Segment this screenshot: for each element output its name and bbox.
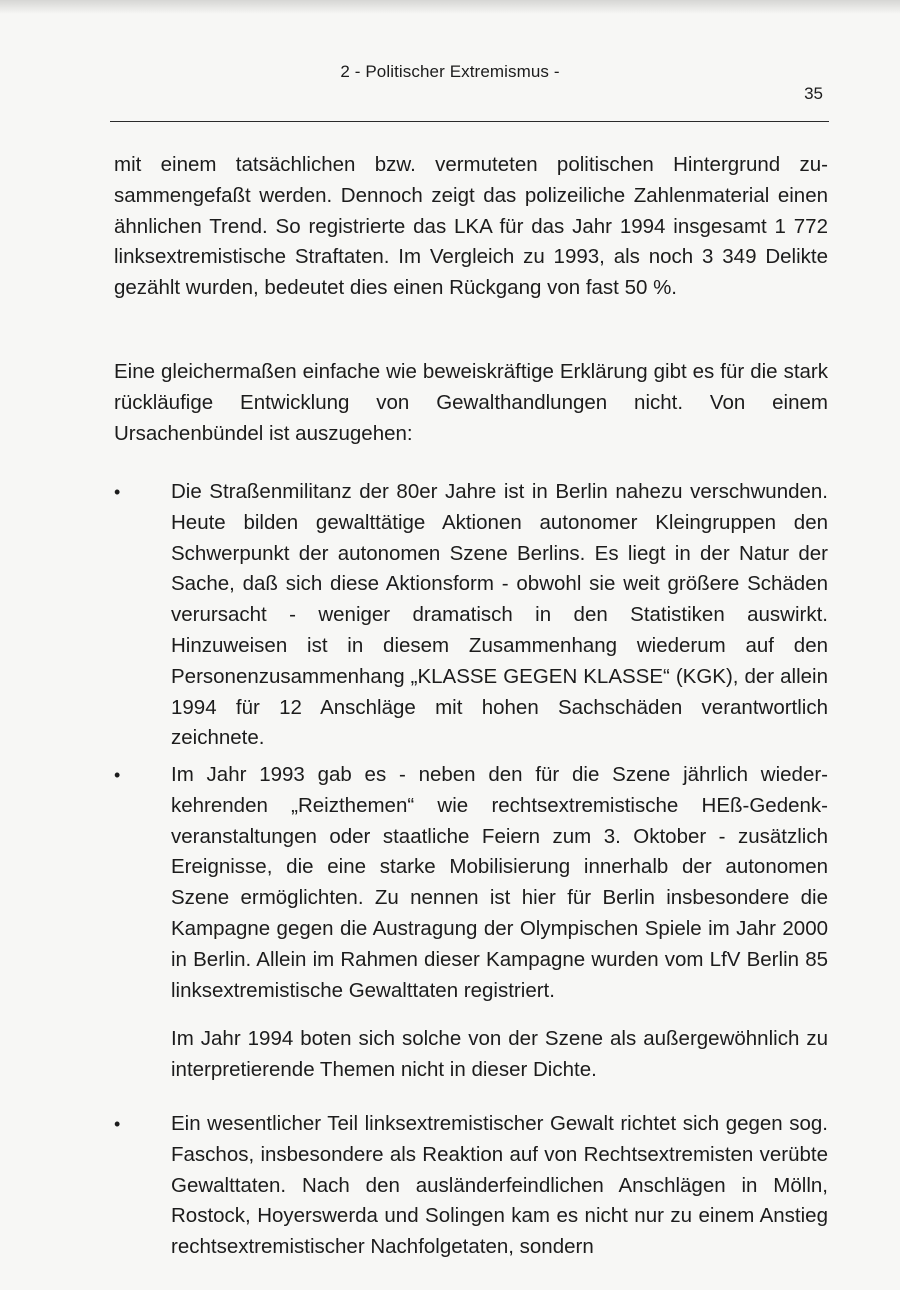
paragraph-1: mit einem tatsächlichen bzw. vermuteten politischen Hintergrund zusammengefaßt werden. Dennoch zeigt das polizeiliche Zahlenmaterial einen ähnlichen Trend. So registrierte das LKA für das Jahr 1994 insgesamt 1 772 linksextremistische Straftaten. Im Vergleich zu 1993, als noch 3 349 Delikte gezählt wurden, bedeutet dies einen Rückgang von fast 50 %.: [114, 153, 828, 300]
bullet-2-continuation: Im Jahr 1994 boten sich solche von der Szene als außergewöhnlich zu interpretierende Themen nicht in dieser Dichte.: [171, 1027, 828, 1081]
paragraph-2: Eine gleichermaßen einfache wie beweiskräftige Erklärung gibt es für die stark rückläufige Entwicklung von Gewalthandlungen nicht. Von einem Ursachenbündel ist auszugehen:: [114, 360, 828, 445]
page-header-title: 2 - Politischer Extremismus -: [340, 62, 560, 81]
bullet-3-text: Ein wesentlicher Teil linksextremistischer Gewalt richtet sich gegen sog. Faschos, insbesondere als Reaktion auf von Rechtsextremisten verübte Gewalttaten. Nach den ausländerfeindlichen Anschlägen in Mölln, Rostock, Hoyerswerda und Solingen kam es nicht nur zu einem Anstieg rechtsextremistischer Nachfolgetaten, sondern: [171, 1112, 828, 1259]
header-divider: [110, 121, 829, 122]
bullet-2-text: Im Jahr 1993 gab es - neben den für die Szene jährlich wiederkehrenden „Reizthemen“ wie rechtsextremistische HEß-Gedenkveranstaltungen oder staatliche Feiern zum 3. Oktober - zusätzlich Ereignisse, die eine starke Mobilisierung innerhalb der autonomen Szene ermöglichten. Zu nennen ist hier für Berlin insbesondere die Kampagne gegen die Austragung der Olympischen Spiele im Jahr 2000 in Berlin. Allein im Rahmen dieser Kampagne wurden vom LfV Berlin 85 linksextremistische Gewalttaten registriert.: [171, 763, 828, 1002]
bullet-1-symbol: •: [114, 482, 121, 502]
scan-shadow: [0, 0, 900, 14]
bullet-2-symbol: •: [114, 765, 121, 785]
bullet-3-symbol: •: [114, 1114, 121, 1134]
bullet-1-text: Die Straßenmilitanz der 80er Jahre ist in Berlin nahezu verschwunden. Heute bilden gewalttätige Aktionen autonomer Kleingruppen den Schwerpunkt der autonomen Szene Berlins. Es liegt in der Natur der Sache, daß sich diese Aktionsform - obwohl sie weit größere Schäden verursacht - weniger dramatisch in den Statistiken auswirkt. Hinzuweisen ist in diesem Zusammenhang wiederum auf den Personenzusammenhang „KLASSE GEGEN KLASSE“ (KGK), der allein 1994 für 12 Anschläge mit hohen Sachschäden verantwortlich zeichnete.: [171, 480, 828, 750]
page-number: 35: [804, 84, 823, 103]
